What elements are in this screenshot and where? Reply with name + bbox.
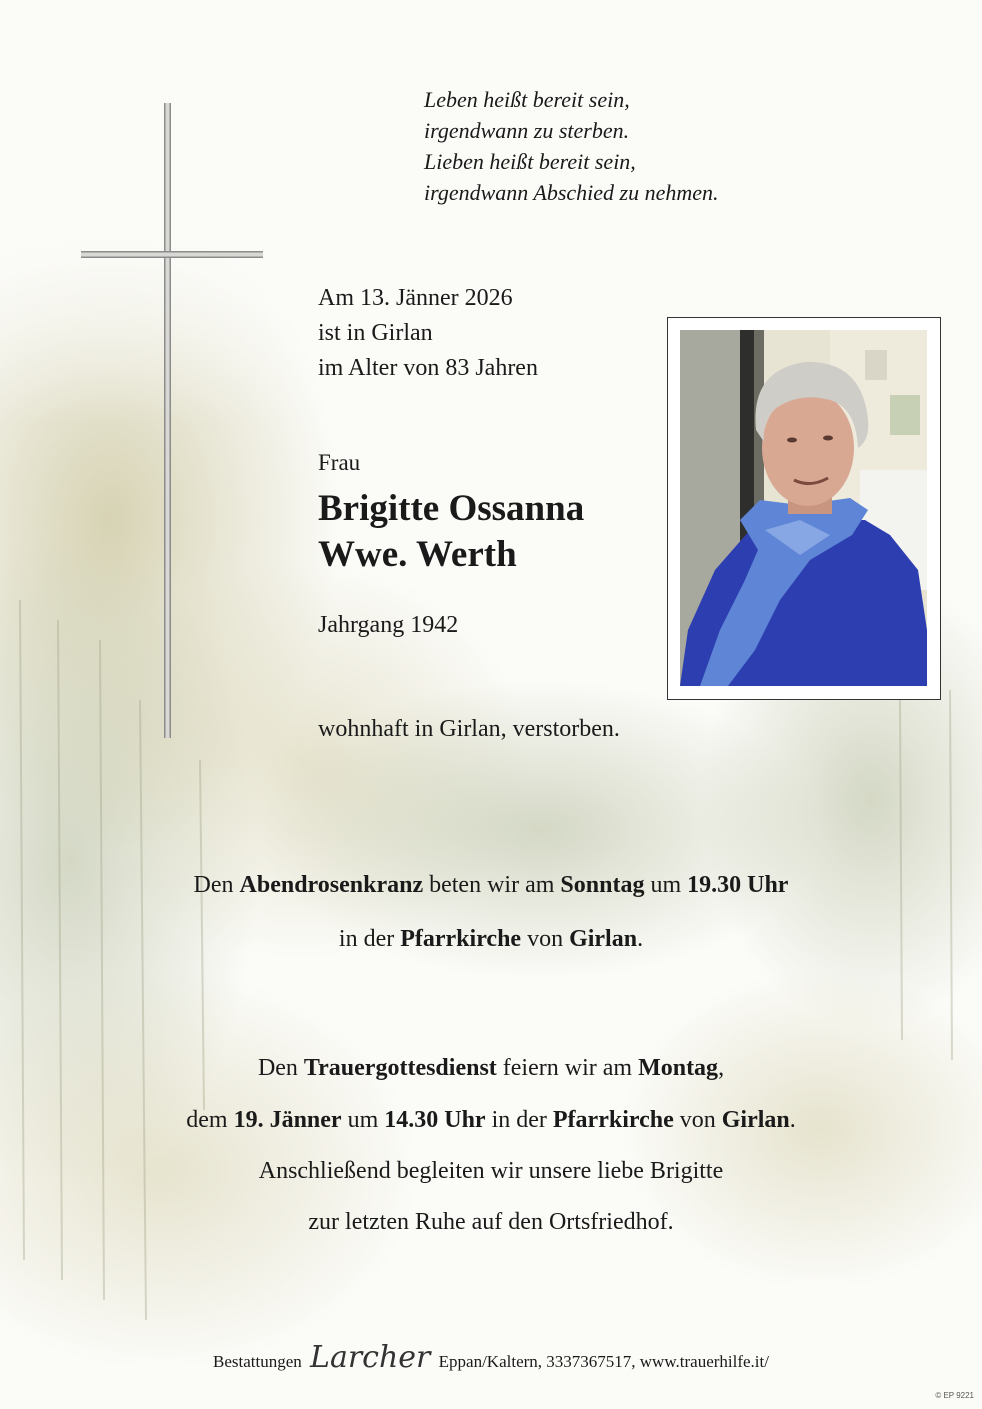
salutation: Frau xyxy=(318,450,361,475)
text-segment: feiern wir am xyxy=(496,1055,639,1081)
funeral-notice-line: zur letzten Ruhe auf den Ortsfriedhof. xyxy=(308,1209,674,1235)
rosary-label: Abendrosenkranz xyxy=(239,872,424,898)
rosary-church: Pfarrkirche xyxy=(400,926,522,952)
text-segment: Den xyxy=(257,1055,304,1081)
funeral-church: Pfarrkirche xyxy=(552,1107,674,1133)
text-segment: um xyxy=(341,1107,385,1133)
cross-icon-bar xyxy=(81,251,263,258)
poem-line: irgendwann zu sterben. xyxy=(424,118,630,143)
death-place: ist in Girlan xyxy=(318,320,433,346)
poem-line: Lieben heißt bereit sein, xyxy=(424,149,636,174)
text-segment: Den xyxy=(193,872,240,898)
text-segment: dem xyxy=(186,1107,234,1133)
larcher-logo: Larcher xyxy=(310,1340,431,1375)
footer xyxy=(0,1340,982,1375)
birth-year: Jahrgang 1942 xyxy=(318,612,459,638)
poem xyxy=(424,84,719,208)
rosary-notice-line xyxy=(0,872,982,899)
portrait-photo xyxy=(680,330,927,686)
text-segment: von xyxy=(521,926,570,952)
rosary-notice-line xyxy=(0,926,982,953)
residence: wohnhaft in Girlan, verstorben. xyxy=(318,716,620,742)
text-segment: . xyxy=(789,1107,796,1133)
funeral-notice-line: Anschließend begleiten wir unsere liebe Brigitte xyxy=(258,1158,724,1184)
intro-text xyxy=(318,281,538,386)
death-date: Am 13. Jänner 2026 xyxy=(318,285,513,311)
deceased-name xyxy=(318,486,584,578)
funeral-time: 14.30 Uhr xyxy=(384,1107,486,1133)
rosary-day: Sonntag xyxy=(560,872,645,898)
text-segment: , xyxy=(718,1055,725,1081)
funeral-place: Girlan xyxy=(721,1107,790,1133)
text-segment: in der xyxy=(338,926,401,952)
poem-line: Leben heißt bereit sein, xyxy=(424,87,630,112)
funeral-notice-line xyxy=(0,1055,982,1082)
rosary-place: Girlan xyxy=(569,926,638,952)
text-segment: . xyxy=(637,926,644,952)
cross-icon xyxy=(164,103,171,738)
text-segment: um xyxy=(644,872,688,898)
footer-contact: Eppan/Kaltern, 3337367517, www.trauerhilfe.it/ xyxy=(438,1352,769,1371)
footer-prefix: Bestattungen xyxy=(213,1352,302,1371)
print-code: © EP 9221 xyxy=(935,1391,974,1400)
name-line: Brigitte Ossanna xyxy=(318,488,585,529)
text-segment: in der xyxy=(485,1107,553,1133)
name-line: Wwe. Werth xyxy=(318,534,517,575)
text-segment: von xyxy=(673,1107,722,1133)
poem-line: irgendwann Abschied zu nehmen. xyxy=(424,180,719,205)
funeral-day: Montag xyxy=(638,1055,719,1081)
text-segment: beten wir am xyxy=(423,872,561,898)
age: im Alter von 83 Jahren xyxy=(318,355,538,381)
rosary-time: 19.30 Uhr xyxy=(687,872,789,898)
funeral-notice-line xyxy=(0,1107,982,1134)
funeral-date: 19. Jänner xyxy=(233,1107,342,1133)
funeral-service-label: Trauergottesdienst xyxy=(303,1055,497,1081)
portrait-frame xyxy=(667,317,941,700)
